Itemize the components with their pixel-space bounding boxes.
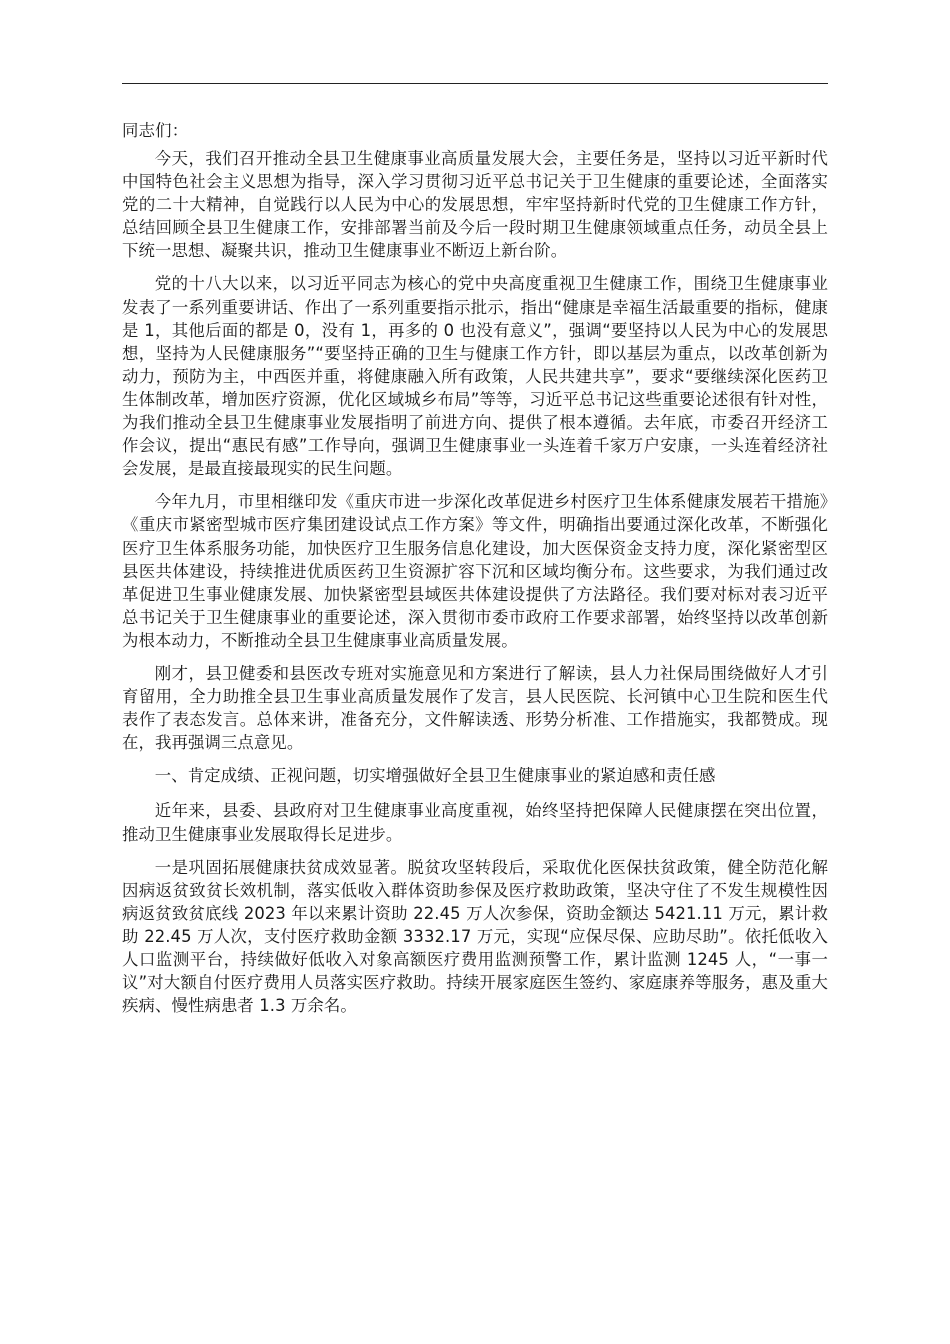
paragraph-meeting-summary: 刚才，县卫健委和县医改专班对实施意见和方案进行了解读，县人力社保局围绕做好人才引育留用，全力助推全县卫生事业高质量发展作了发言，县人民医院、长河镇中心卫生院和医生代表作了表态发言。总体来讲，准备充分，文件解读透、形势分析准、工作措施实，我都赞成。现在，我再强调三点意见。	[122, 663, 828, 753]
header-rule	[122, 83, 828, 84]
document-body	[122, 119, 828, 1027]
paragraph-central-guidance: 党的十八大以来，以习近平同志为核心的党中央高度重视卫生健康工作，围绕卫生健康事业发表了一系列重要讲话、作出了一系列重要指示批示，指出“健康是幸福生活最重要的指标，健康是 1，其他后面的都是 0，没有 1，再多的 0 也没有意义”，强调“要坚持以人民为中心的发展思想，坚持为人民健康服务”“要坚持正确的卫生与健康工作方针，即以基层为重点，以改革创新为动力，预防为主，中西医并重，将健康融入所有政策，人民共建共享”，要求“要继续深化医药卫生体制改革，增加医疗资源，优化区域城乡布局”等等，习近平总书记这些重要论述很有针对性，为我们推动全县卫生健康事业发展指明了前进方向、提供了根本遵循。去年底，市委召开经济工作会议，提出“惠民有感”工作导向，强调卫生健康事业一头连着千家万户安康，一头连着经济社会发展，是最直接最现实的民生问题。	[122, 274, 828, 479]
salutation: 同志们：	[122, 121, 189, 140]
section-heading-1: 一、肯定成绩、正视问题，切实增强做好全县卫生健康事业的紧迫感和责任感	[154, 766, 716, 786]
paragraph-poverty-health: 一是巩固拓展健康扶贫成效显著。脱贫攻坚转段后，采取优化医保扶贫政策，健全防范化解因病返贫致贫长效机制，落实低收入群体资助参保及医疗救助政策，坚决守住了不发生规模性因病返贫致贫底线 2023 年以来累计资助 22.45 万人次参保，资助金额达 5421.11 万元，累计救助 22.45 万人次，支付医疗救助金额 3332.17 万元，实现“应保尽保、应助尽助”。依托低收入人口监测平台，持续做好低收入对象高额医疗费用监测预警工作，累计监测 1245 人，“一事一议”对大额自付医疗费用人员落实医疗救助。持续开展家庭医生签约、家庭康养等服务，惠及重大疾病、慢性病患者 1.3 万余名。	[122, 857, 828, 1016]
paragraph-intro: 今天，我们召开推动全县卫生健康事业高质量发展大会，主要任务是，坚持以习近平新时代中国特色社会主义思想为指导，深入学习贯彻习近平总书记关于卫生健康的重要论述，全面落实党的二十大精神，自觉践行以人民为中心的发展思想，牢牢坚持新时代党的卫生健康工作方针，总结回顾全县卫生健康工作，安排部署当前及今后一段时期卫生健康领域重点任务，动员全县上下统一思想、凝聚共识，推动卫生健康事业不断迈上新台阶。	[122, 149, 828, 261]
paragraph-achievements-overview: 近年来，县委、县政府对卫生健康事业高度重视，始终坚持把保障人民健康摆在突出位置，推动卫生健康事业发展取得长足进步。	[122, 801, 828, 844]
paragraph-city-documents: 今年九月，市里相继印发《重庆市进一步深化改革促进乡村医疗卫生体系健康发展若干措施》《重庆市紧密型城市医疗集团建设试点工作方案》等文件，明确指出要通过深化改革，不断强化医疗卫生体系服务功能，加快医疗卫生服务信息化建设，加大医保资金支持力度，深化紧密型区县医共体建设，持续推进优质医药卫生资源扩容下沉和区域均衡分布。这些要求，为我们通过改革促进卫生事业健康发展、加快紧密型县域医共体建设提供了方法路径。我们要对标对表习近平总书记关于卫生健康事业的重要论述，深入贯彻市委市政府工作要求部署，始终坚持以改革创新为根本动力，不断推动全县卫生健康事业高质量发展。	[122, 492, 828, 650]
